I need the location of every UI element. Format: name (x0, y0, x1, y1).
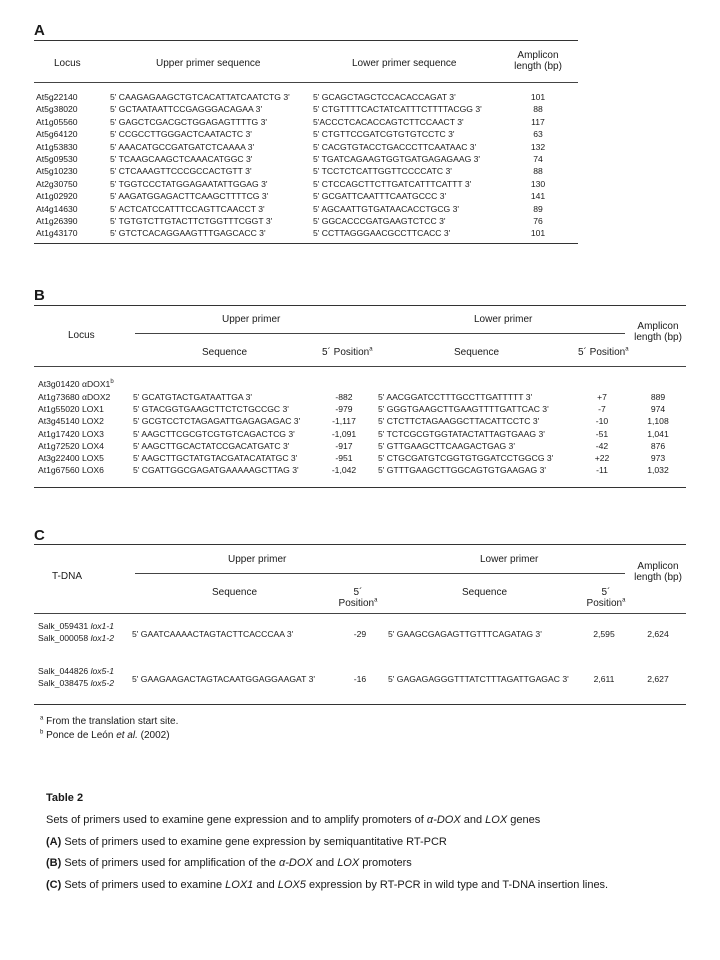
table-b-header-lower: Lower primer (474, 314, 533, 325)
caption-line-a (46, 836, 447, 848)
table-b-locus-cell (38, 429, 104, 440)
table-a-amplicon-cell: 63 (533, 129, 543, 140)
amplicon-line1: Amplicon (637, 561, 679, 572)
footnote-b-year: (2002) (137, 730, 170, 741)
table-b-lower-pos-cell: -11 (596, 465, 608, 476)
table-b-lower-pos-cell: +7 (597, 392, 607, 402)
caption-line-c (46, 879, 608, 891)
salk-id: Salk_000058 (38, 632, 91, 643)
table-b-locus-cell (38, 465, 104, 476)
table-c-line-cell (38, 621, 114, 632)
table-a-locus-cell: At1g26390 (36, 216, 78, 226)
table-a-lower-cell: 5' TGATCAGAAGTGGTGATGAGAGAAG 3' (313, 154, 481, 164)
table-a-lower-cell: 5' GCGATTCAATTTCAATGCCC 3' (313, 191, 447, 202)
table-c-header-tdna: T-DNA (52, 571, 82, 582)
caption-text: Sets of primers used to examine gene expression and to amplify promoters of (46, 814, 427, 826)
allele-name: lox5-1 (90, 666, 114, 676)
table-c-header-lower: Lower primer (480, 554, 539, 565)
table-b-header-seq-lower: Sequence (454, 347, 500, 358)
table-a-header-rule (34, 82, 578, 83)
table-b-upper-seq-cell: 5' AAGCTTCGCGTCGTGTCAGACTCG 3' (133, 428, 295, 439)
table-b-bottom-rule (34, 487, 686, 488)
table-b-upper-seq-cell: 5' CGATTGGCGAGATGAAAAAGCTTAG 3' (133, 465, 299, 476)
caption-line-b (46, 857, 412, 869)
table-b-amplicon-cell: 1,032 (647, 465, 669, 476)
gene-lox: LOX (485, 814, 508, 826)
table-b-amplicon-cell: 1,108 (647, 416, 669, 427)
table-c-lower-pos-cell: 2,611 (593, 674, 615, 684)
table-b-upper-seq-cell: 5' GCATGTACTGATAATTGA 3' (133, 392, 252, 402)
table-b-upper-seq-cell: 5' GTACGGTGAAGCTTCTCTGCCGC 3' (133, 404, 289, 415)
table-b-header-pos-upper (322, 347, 373, 358)
table-a-lower-cell: 5' GGCACCCGATGAAGTCTCC 3' (313, 216, 446, 226)
table-a-upper-cell: 5' ACTCATCCATTTCCAGTTCAACCT 3' (110, 203, 265, 214)
salk-id: Salk_059431 (38, 621, 91, 631)
table-a-lower-cell: 5' CACGTGTACCTGACCCTTCAATAAC 3' (313, 141, 477, 152)
table-b-locus-cell (38, 416, 104, 427)
alpha-symbol: α (426, 814, 434, 826)
table-c-upper-pos-cell: -29 (353, 629, 367, 639)
locus-id: At1g73680 (38, 392, 82, 402)
caption-text: and (312, 857, 338, 869)
table-a-lower-cell: 5' AGCAATTGTGATAACACCTGCG 3' (313, 203, 460, 214)
table-c-lower-seq-cell: 5' GAGAGAGGGTTTATCTTTAGATTGAGAC 3' (388, 674, 569, 684)
table-b-locus-cell (38, 404, 104, 415)
footnote-b-etal: et al. (116, 730, 138, 741)
locus-id: At1g72520 (38, 440, 82, 451)
table-a-amplicon-cell: 130 (530, 178, 546, 189)
locus-id: At3g45140 (38, 416, 82, 427)
allele-name: lox1-1 (90, 621, 114, 631)
table-b-header-rule (34, 366, 686, 367)
table-b-locus-cell (38, 441, 104, 452)
table-b-locus-cell (38, 453, 104, 464)
caption-text: Sets of primers used to examine gene expression by semiquantitative RT-PCR (61, 836, 447, 848)
gene-lox5: LOX5 (277, 879, 306, 891)
locus-id: At1g55020 (38, 404, 82, 415)
table-c-header-amplicon (628, 561, 688, 583)
table-a-locus-cell: At5g09530 (36, 154, 78, 164)
table-b-top-rule (34, 305, 686, 306)
table-c-upper-pos-cell: -16 (353, 674, 367, 684)
table-a-upper-cell: 5' TGGTCCCTATGGAGAATATTGGAG 3' (110, 178, 268, 189)
position-text: 5´ Position (322, 347, 370, 358)
table-b-amplicon-cell: 876 (650, 440, 666, 451)
footnote-mark-a: a (625, 346, 629, 353)
table-b-sub-rule (135, 333, 625, 334)
caption-label-c: (C) (46, 879, 62, 891)
table-c-amplicon-cell: 2,624 (647, 629, 669, 639)
table-b-upper-pos-cell: -882 (335, 392, 353, 402)
gene-dox: -DOX (285, 857, 313, 869)
footnote-b (40, 730, 170, 741)
table-b-lower-seq-cell: 5' TCTCGCGTGGTATACTATTAGTGAAG 3' (378, 428, 545, 439)
position-line2: Position (338, 598, 375, 609)
table-a-upper-cell: 5' AAGATGGAGACTTCAAGCTTTTCG 3' (110, 191, 269, 202)
table-b-lower-seq-cell: 5' GTTGAAGCTTCAAGACTGAG 3' (378, 440, 515, 451)
table-b-lower-seq-cell: 5' CTCTTCTAGAAGGCTTACATTCCTC 3' (378, 416, 540, 427)
amplicon-line1: Amplicon (637, 321, 679, 332)
section-c-label: C (34, 527, 45, 544)
alpha-symbol: α (81, 379, 87, 389)
gene-name: DOX2 (86, 392, 111, 402)
table-a-locus-cell: At5g38020 (36, 104, 78, 115)
allele-name: lox1-2 (90, 632, 114, 643)
table-b-upper-pos-cell: -979 (335, 404, 353, 415)
caption-text: and (460, 814, 486, 826)
table-b-header-amplicon (628, 321, 688, 343)
table-a-amplicon-cell: 141 (530, 191, 546, 202)
table-c-header-upper: Upper primer (228, 554, 287, 565)
footnote-mark-a: a (374, 597, 378, 604)
table-b-first-row (38, 379, 114, 390)
caption-text: promoters (359, 857, 412, 869)
table-c-line-cell (38, 666, 114, 677)
caption-text: expression by RT-PCR in wild type and T-DNA insertion lines. (305, 879, 609, 891)
table-b-upper-pos-cell: -917 (335, 440, 353, 451)
gene-lox: LOX (337, 857, 360, 869)
table-b-header-seq-upper: Sequence (202, 347, 248, 358)
locus-id: At3g22400 (38, 453, 82, 463)
table-a-lower-cell: 5'ACCCTCACACCAGTCTTCCAACT 3' (313, 116, 464, 127)
table-a-amplicon-cell: 88 (533, 166, 543, 177)
table-a-lower-cell: 5' CTGTTCCGATCGTGTGTCCTC 3' (313, 129, 455, 140)
gene-name: DOX1 (86, 379, 111, 389)
table-a-amplicon-cell: 101 (530, 228, 546, 239)
table-c-top-rule (34, 544, 686, 545)
table-b-amplicon-cell: 973 (650, 453, 666, 463)
footnote-a (40, 716, 178, 727)
locus-id: At1g17420 (38, 428, 82, 439)
table-a-locus-cell: At5g10230 (36, 166, 78, 177)
table-b-header-upper: Upper primer (222, 314, 281, 325)
gene-name: LOX6 (81, 465, 104, 476)
salk-id: Salk_044826 (38, 666, 91, 676)
table-a-upper-cell: 5' AAACATGCCGATGATCTCAAAA 3' (110, 141, 255, 152)
table-c-sub-rule (135, 573, 625, 574)
table-c-lower-seq-cell: 5' GAAGCGAGAGTTGTTTCAGATAG 3' (388, 629, 542, 639)
table-a-upper-cell: 5' CTCAAAGTTCCCGCCACTGTT 3' (110, 166, 252, 177)
footnote-b-mark: b (40, 729, 44, 736)
table-a-locus-cell: At5g64120 (36, 129, 78, 140)
table-a-upper-cell: 5' TCAAGCAAGCTCAAACATGGC 3' (110, 154, 253, 164)
position-line2: Position (586, 598, 623, 609)
table-a-header-amplicon (508, 50, 568, 72)
table-c-header-seq-upper: Sequence (212, 587, 258, 598)
table-b-locus-cell (38, 392, 110, 403)
table-c-lower-pos-cell: 2,595 (593, 629, 615, 639)
table-b-amplicon-cell: 889 (650, 392, 666, 402)
table-b-header-locus: Locus (68, 330, 95, 341)
section-b-label: B (34, 287, 45, 304)
table-a-amplicon-cell: 88 (533, 104, 543, 115)
footnote-b-author: Ponce de León (46, 730, 117, 741)
caption-title: Table 2 (46, 792, 84, 804)
table-a-lower-cell: 5' CTGTTTTCACTATCATTTCTTTTACGG 3' (313, 104, 482, 115)
table-a-upper-cell: 5' CAAGAGAAGCTGTCACATTATCAATCTG 3' (110, 92, 290, 102)
table-b-lower-seq-cell: 5' AACGGATCCTTTGCCTTGATTTTT 3' (378, 392, 533, 402)
table-a-locus-cell: At1g05560 (36, 116, 78, 127)
table-a-lower-cell: 5' CTCCAGCTTCTTGATCATTTCATTT 3' (313, 178, 472, 189)
table-a-locus-cell: At4g14630 (36, 203, 78, 214)
amplicon-line1: Amplicon (517, 50, 559, 61)
table-a-lower-cell: 5' TCCTCTCATTGGTTCCCCATC 3' (313, 166, 452, 177)
table-c-line-cell (38, 678, 114, 689)
caption-line-1 (46, 814, 540, 826)
footnote-mark-a: a (369, 346, 373, 353)
gene-dox: -DOX (433, 814, 461, 826)
footnote-mark-b: b (110, 379, 114, 386)
table-a-locus-cell: At5g22140 (36, 92, 78, 102)
table-a-amplicon-cell: 117 (531, 116, 545, 127)
table-b-lower-pos-cell: -7 (598, 404, 606, 415)
table-a-header-upper: Upper primer sequence (156, 58, 261, 69)
table-a-upper-cell: 5' GAGCTCGACGCTGGAGAGTTTTG 3' (110, 116, 268, 127)
alpha-symbol: α (278, 857, 286, 869)
table-b-lower-seq-cell: 5' GTTTGAAGCTTGGCAGTGTGAAGAG 3' (378, 465, 547, 476)
amplicon-line2: length (bp) (514, 61, 562, 72)
table-b-upper-pos-cell: -1,091 (331, 428, 357, 439)
table-b-lower-seq-cell: 5' CTGCGATGTCGGTGTGGATCCTGGCG 3' (378, 453, 554, 463)
table-a-top-rule (34, 40, 578, 41)
table-b-amplicon-cell: 1,041 (647, 428, 669, 439)
caption-text: and (253, 879, 278, 891)
table-b-lower-pos-cell: -10 (595, 416, 609, 427)
table-b-amplicon-cell: 974 (650, 404, 666, 415)
table-a-header-locus: Locus (54, 58, 81, 69)
table-b-lower-seq-cell: 5' GGGTGAAGCTTGAAGTTTTGATTCAC 3' (378, 404, 549, 415)
caption-text: genes (507, 814, 541, 826)
locus-id: At1g67560 (38, 465, 82, 476)
position-line1: 5´ (353, 587, 363, 598)
allele-name: lox5-2 (90, 677, 114, 688)
table-b-upper-seq-cell: 5' AAGCTTGCTATGTACGATACATATGC 3' (133, 453, 298, 463)
table-b-upper-pos-cell: -1,042 (331, 465, 357, 476)
footnote-a-mark: a (40, 715, 44, 722)
table-a-lower-cell: 5' GCAGCTAGCTCCACACCAGAT 3' (313, 92, 456, 102)
table-a-upper-cell: 5' TGTGTCTTGTACTTCTGGTTTCGGT 3' (110, 216, 273, 226)
caption-label-a: (A) (46, 836, 62, 848)
position-text: 5´ Position (578, 347, 626, 358)
footnote-a-text: From the translation start site. (46, 716, 179, 727)
alpha-symbol: α (81, 392, 87, 402)
gene-name: LOX1 (81, 404, 104, 415)
table-c-header-pos-upper (328, 587, 388, 609)
table-a-locus-cell: At1g02920 (36, 191, 78, 202)
table-a-amplicon-cell: 74 (533, 154, 543, 164)
position-line1: 5´ (601, 587, 611, 598)
section-a-label: A (34, 22, 45, 39)
table-a-upper-cell: 5' CCGCCTTGGGACTCAATACTC 3' (110, 129, 252, 140)
table-c-upper-seq-cell: 5' GAAGAAGACTAGTACAATGGAGGAAGAT 3' (132, 674, 315, 684)
table-a-locus-cell: At1g43170 (36, 228, 78, 239)
table-a-upper-cell: 5' GTCTCACAGGAAGTTTGAGCACC 3' (110, 228, 266, 239)
table-b-upper-pos-cell: -951 (335, 453, 353, 463)
table-b-lower-pos-cell: -42 (595, 440, 609, 451)
table-a-lower-cell: 5' CCTTAGGGAACGCCTTCACC 3' (313, 228, 451, 239)
table-c-upper-seq-cell: 5' GAATCAAAACTAGTACTTCACCCAA 3' (132, 629, 294, 639)
table-b-upper-pos-cell: -1,117 (332, 416, 356, 427)
caption-label-b: (B) (46, 857, 62, 869)
gene-name: LOX3 (81, 428, 104, 439)
table-c-header-pos-lower (576, 587, 636, 609)
gene-name: LOX5 (81, 453, 104, 463)
table-a-upper-cell: 5' GCTAATAATTCCGAGGGACAGAA 3' (110, 104, 263, 115)
table-c-header-seq-lower: Sequence (462, 587, 508, 598)
table-a-bottom-rule (34, 243, 578, 244)
table-c-header-rule (34, 613, 686, 614)
caption-text: Sets of primers used to examine (61, 879, 226, 891)
table-a-amplicon-cell: 101 (530, 92, 546, 102)
table-a-amplicon-cell: 76 (533, 216, 543, 226)
table-c-bottom-rule (34, 704, 686, 705)
table-b-lower-pos-cell: -51 (595, 428, 609, 439)
amplicon-line2: length (bp) (634, 572, 682, 583)
table-b-header-pos-lower (578, 347, 629, 358)
table-b-upper-seq-cell: 5' GCGTCCTCTAGAGATTGAGAGAGAC 3' (133, 416, 301, 427)
table-a-locus-cell: At2g30750 (36, 178, 78, 189)
table-a-amplicon-cell: 132 (530, 141, 546, 152)
footnote-mark-a: a (622, 597, 626, 604)
amplicon-line2: length (bp) (634, 332, 682, 343)
table-b-lower-pos-cell: +22 (594, 453, 610, 463)
table-a-locus-cell: At1g53830 (36, 141, 78, 152)
table-a-header-lower: Lower primer sequence (352, 58, 457, 69)
table-c-line-cell (38, 633, 114, 644)
table-a-amplicon-cell: 89 (533, 203, 543, 214)
locus-cell: At3g01420 (38, 379, 80, 389)
salk-id: Salk_038475 (38, 677, 91, 688)
gene-name: LOX4 (81, 440, 104, 451)
table-c-amplicon-cell: 2,627 (647, 674, 669, 684)
table-b-upper-seq-cell: 5' AAGCTTGCACTATCCGACATGATC 3' (133, 440, 290, 451)
gene-lox1: LOX1 (225, 879, 254, 891)
caption-text: Sets of primers used for amplification of the (61, 857, 279, 869)
gene-name: LOX2 (81, 416, 104, 427)
